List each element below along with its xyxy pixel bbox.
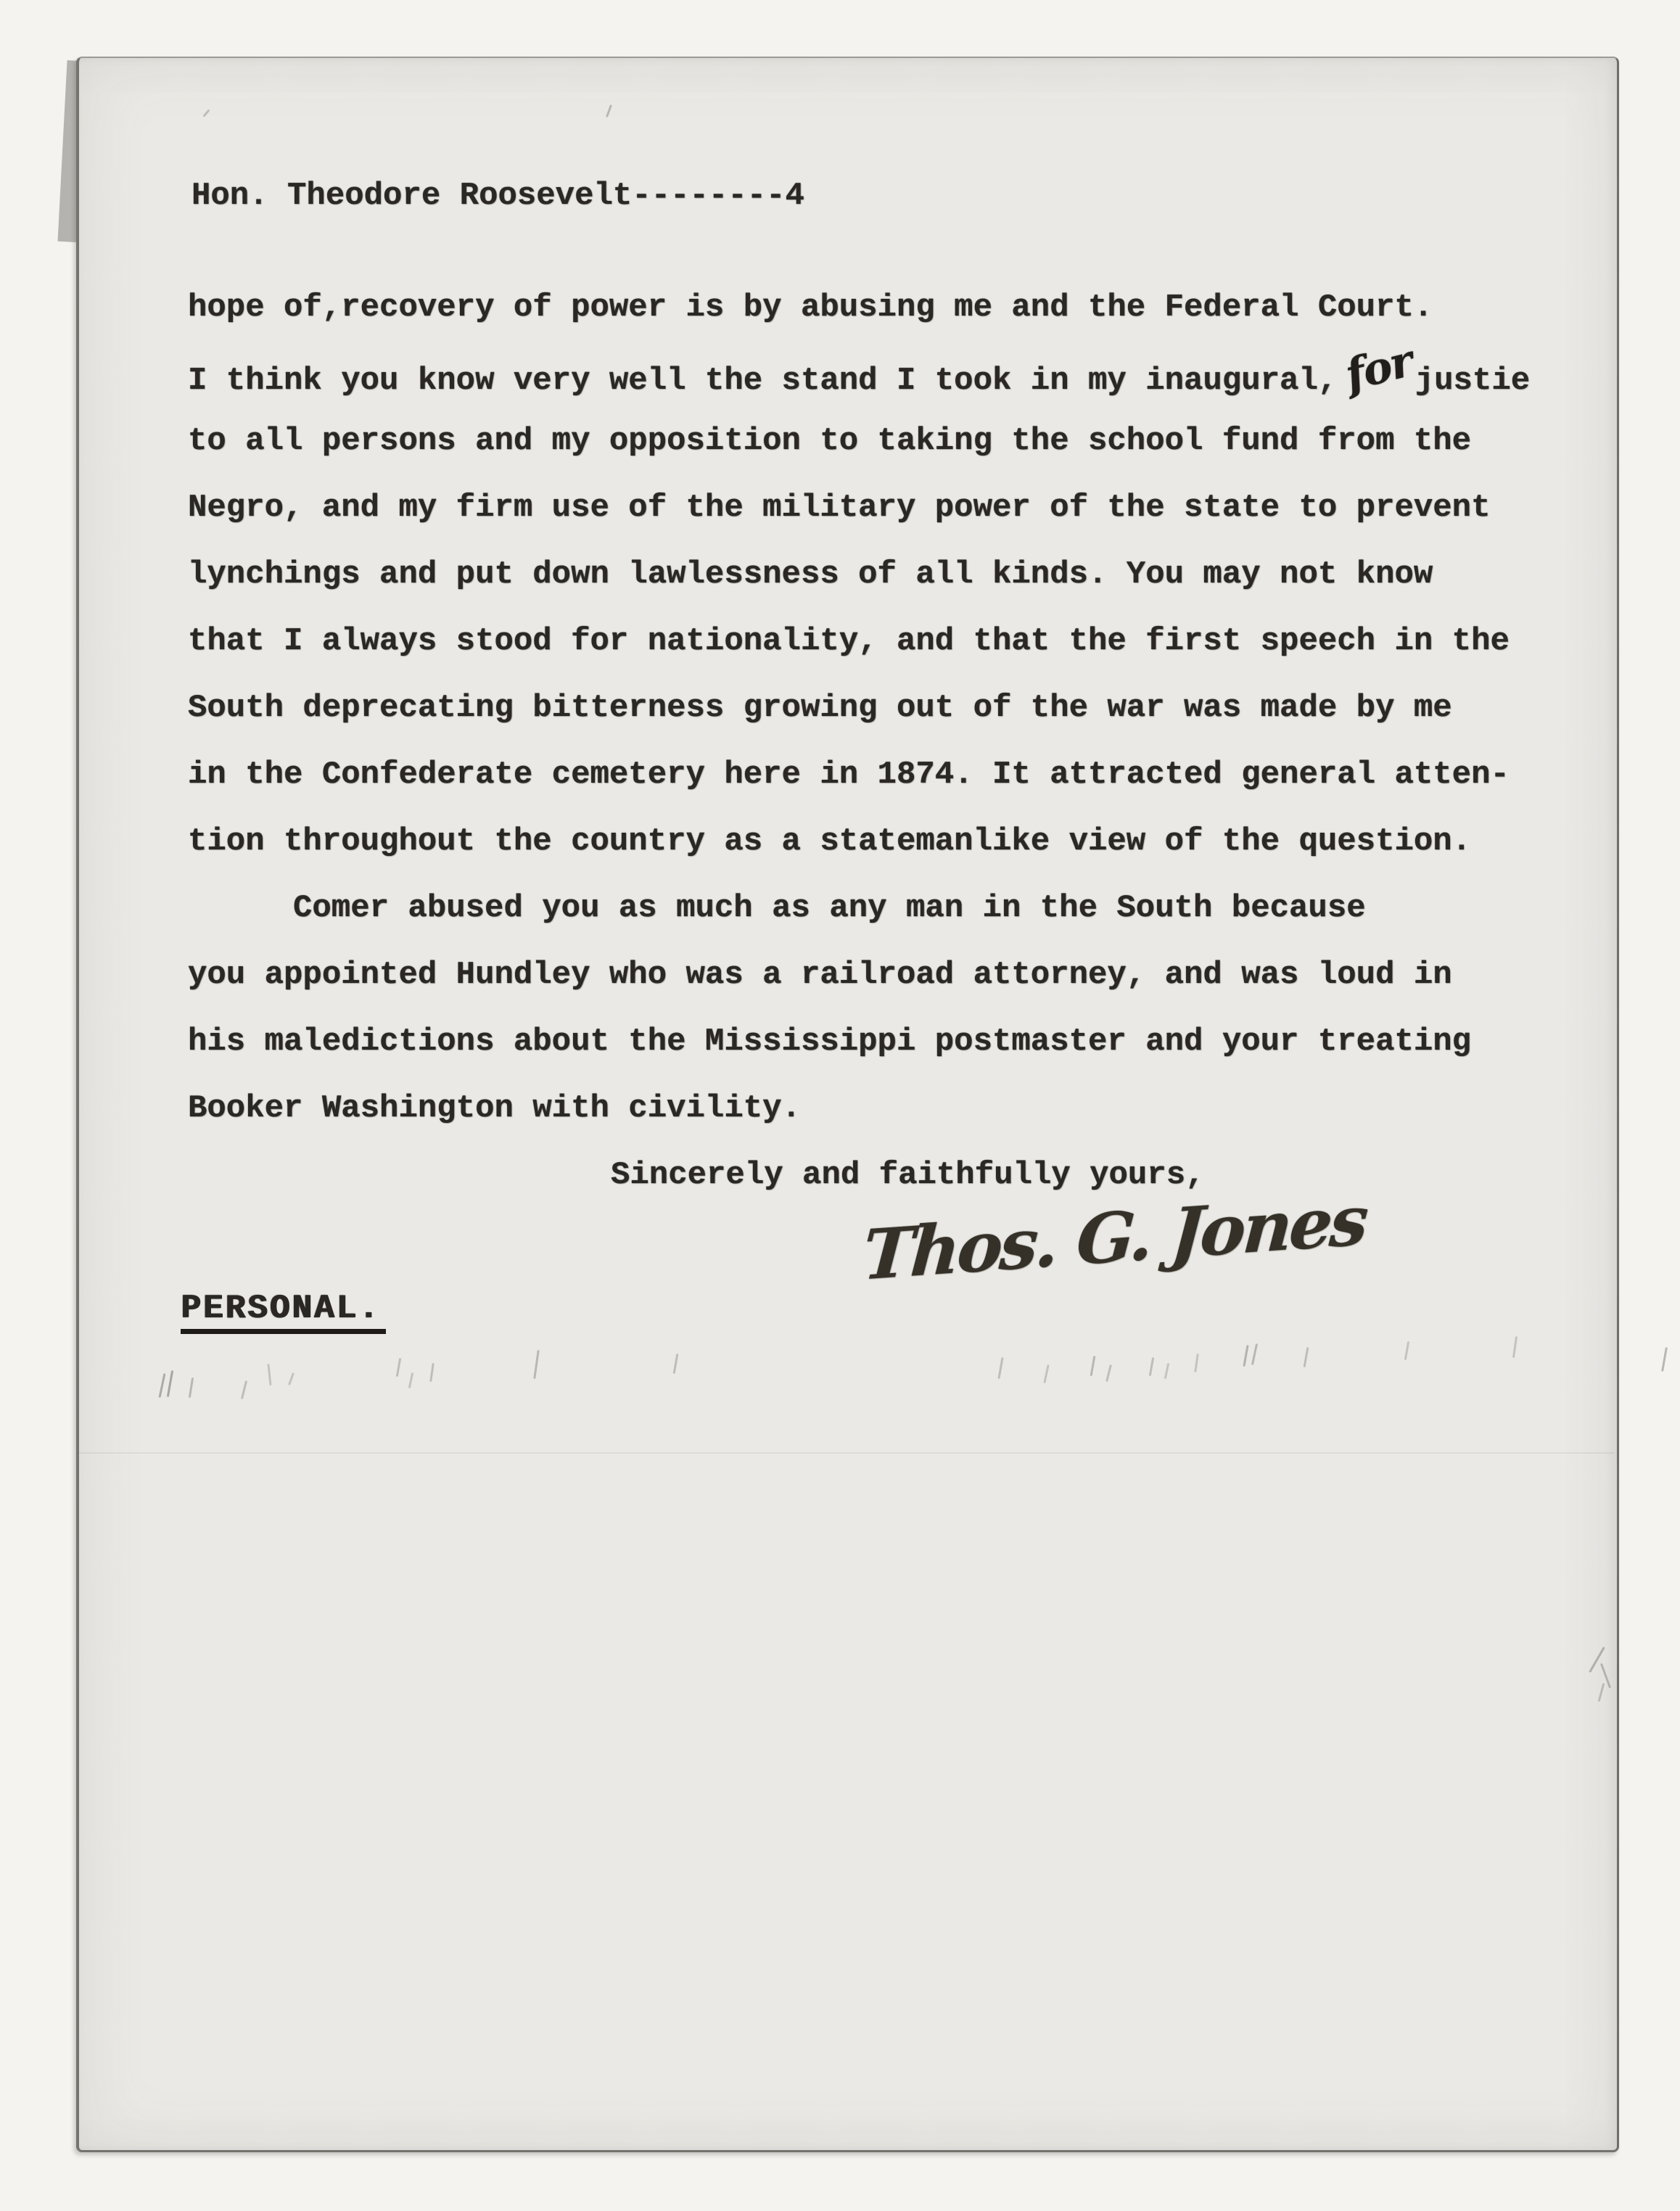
letter-line: that I always stood for nationality, and that the first speech in the — [188, 623, 1510, 659]
letter-line: South deprecating bitterness growing out of the war was made by me — [188, 690, 1452, 726]
letter-line: lynchings and put down lawlessness of all kinds. You may not know — [188, 556, 1433, 593]
letter-line-paragraph-start: Comer abused you as much as any man in the South because — [293, 890, 1366, 926]
handwritten-insert-for: for — [1341, 335, 1417, 402]
signature-thos-g-jones: Thos. G. Jones — [860, 1180, 1369, 1296]
letter-line: you appointed Hundley who was a railroad attorney, and was loud in — [188, 957, 1452, 993]
letter-line — [188, 335, 1531, 408]
paper-crease — [76, 1452, 1614, 1454]
letter-body — [188, 274, 1530, 1209]
letter-line: to all persons and my opposition to taking the school fund from the — [188, 423, 1472, 459]
pencil-mark — [1661, 1347, 1668, 1372]
letter-line: hope of,recovery of power is by abusing me and the Federal Court. — [188, 289, 1433, 326]
personal-label: PERSONAL. — [181, 1290, 386, 1334]
letter-line: his maledictions about the Mississippi postmaster and your treating — [188, 1024, 1472, 1060]
letter-line: Negro, and my firm use of the military power of the state to prevent — [188, 490, 1491, 526]
letter-line-text: justie — [1415, 363, 1531, 399]
letter-line-text: I think you know very well the stand I took in my inaugural, — [188, 363, 1338, 399]
letter-line: in the Confederate cemetery here in 1874. It attracted general atten- — [188, 757, 1510, 793]
letter-closing: Sincerely and faithfully yours, — [611, 1157, 1205, 1193]
letter-line: Booker Washington with civility. — [188, 1090, 801, 1127]
letter-line: tion throughout the country as a statemanlike view of the question. — [188, 823, 1472, 860]
letter-page — [76, 57, 1619, 2152]
letter-recipient-header: Hon. Theodore Roosevelt--------4 — [192, 178, 804, 214]
